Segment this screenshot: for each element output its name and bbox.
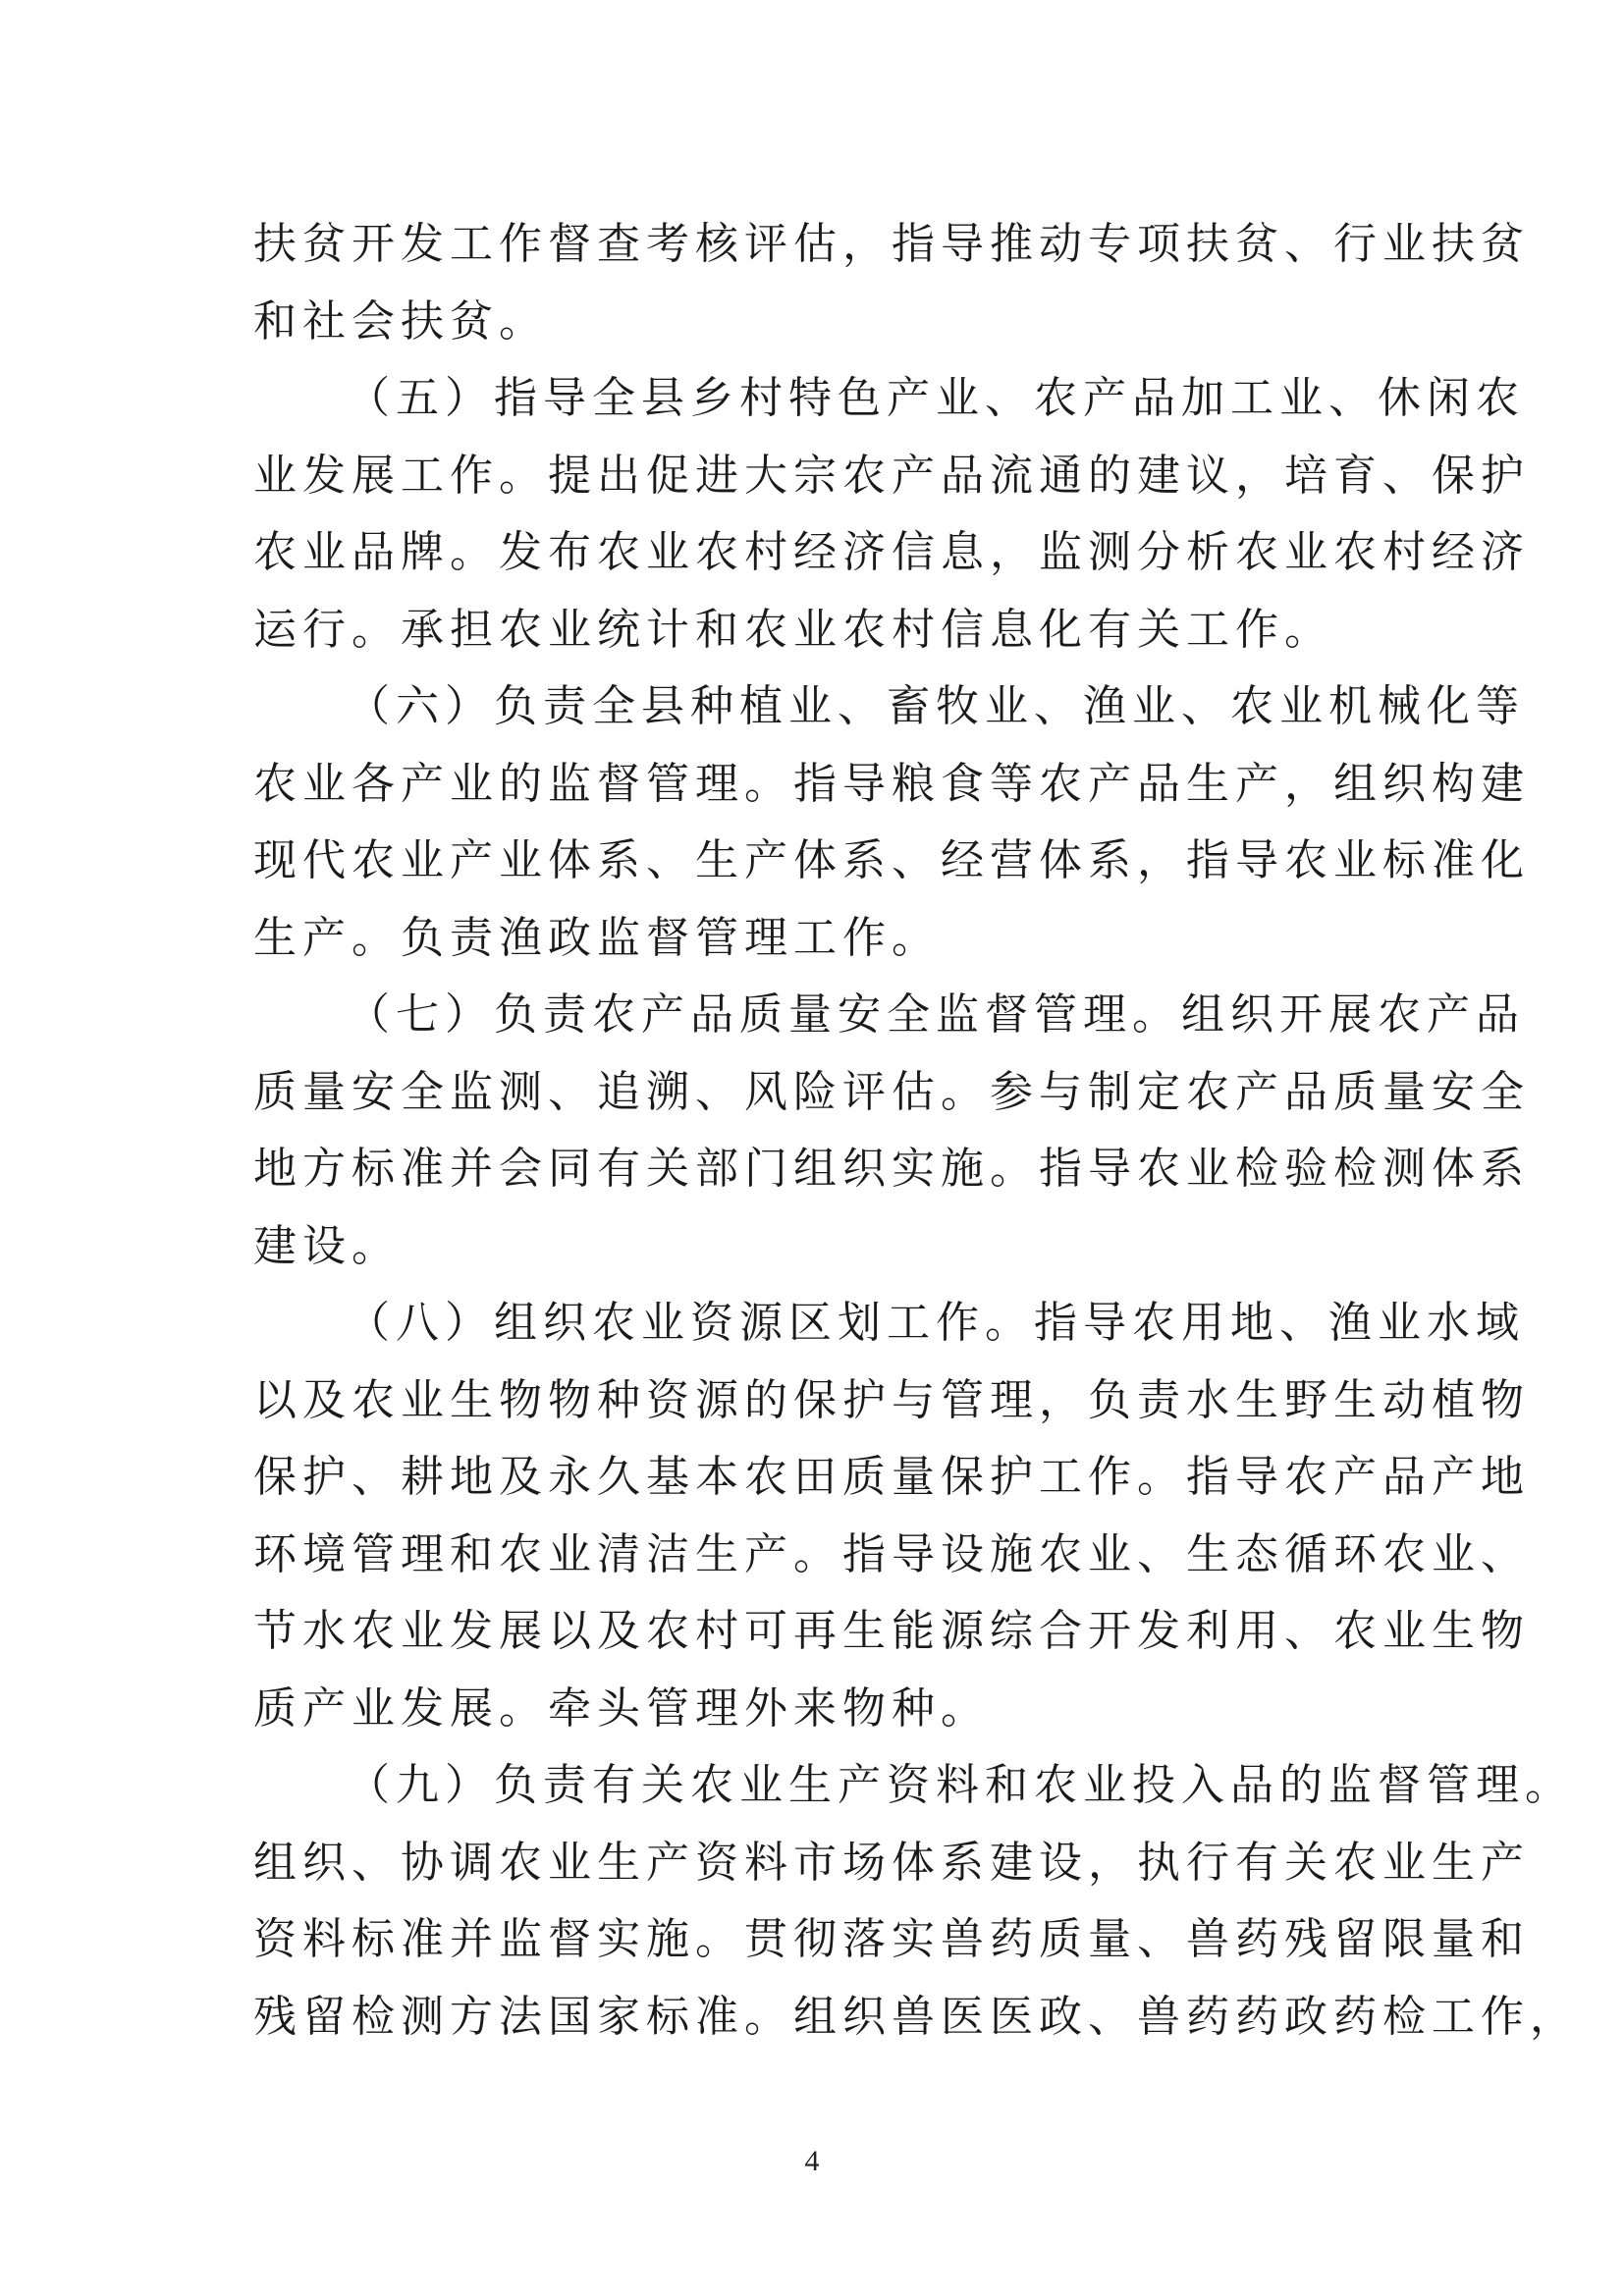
text-line: 地方标准并会同有关部门组织实施。指导农业检验检测体系	[253, 1144, 1530, 1194]
text-line: （八）组织农业资源区划工作。指导农用地、渔业水域	[347, 1298, 1525, 1348]
body-text	[253, 206, 1579, 2056]
text-line: 保护、耕地及永久基本农田质量保护工作。指导农产品产地	[253, 1452, 1530, 1502]
text-line: 节水农业发展以及农村可再生能源综合开发利用、农业生物	[253, 1606, 1530, 1656]
text-line: 质量安全监测、追溯、风险评估。参与制定农产品质量安全	[253, 1066, 1530, 1117]
text-line: （九）负责有关农业生产资料和农业投入品的监督管理。	[347, 1760, 1574, 1810]
text-line: 建设。	[253, 1220, 401, 1271]
text-line: 运行。承担农业统计和农业农村信息化有关工作。	[253, 604, 1333, 655]
text-line: 和社会扶贫。	[253, 295, 548, 347]
text-line: 残留检测方法国家标准。组织兽医医政、兽药药政药检工作，	[253, 1991, 1579, 2042]
text-line: 生产。负责渔政监督管理工作。	[253, 912, 941, 963]
text-line: 环境管理和农业清洁生产。指导设施农业、生态循环农业、	[253, 1528, 1530, 1579]
text-line: （六）负责全县种植业、畜牧业、渔业、农业机械化等	[347, 681, 1525, 731]
text-line: 业发展工作。提出促进大宗农产品流通的建议，培育、保护	[253, 450, 1530, 501]
text-line: 组织、协调农业生产资料市场体系建设，执行有关农业生产	[253, 1837, 1530, 1888]
text-line: （七）负责农产品质量安全监督管理。组织开展农产品	[347, 989, 1525, 1040]
page-number: 4	[804, 2145, 820, 2177]
text-line: 农业品牌。发布农业农村经济信息，监测分析农业农村经济	[253, 527, 1530, 577]
text-line: （五）指导全县乡村特色产业、农产品加工业、休闲农	[347, 373, 1525, 423]
text-line: 农业各产业的监督管理。指导粮食等农产品生产，组织构建	[253, 758, 1530, 809]
text-line: 资料标准并监督实施。贯彻落实兽药质量、兽药残留限量和	[253, 1914, 1530, 1964]
text-line: 扶贫开发工作督查考核评估，指导推动专项扶贫、行业扶贫	[253, 219, 1530, 269]
text-line: 质产业发展。牵头管理外来物种。	[253, 1682, 990, 1734]
text-line: 现代农业产业体系、生产体系、经营体系，指导农业标准化	[253, 835, 1530, 885]
text-line: 以及农业生物物种资源的保护与管理，负责水生野生动植物	[253, 1374, 1530, 1425]
